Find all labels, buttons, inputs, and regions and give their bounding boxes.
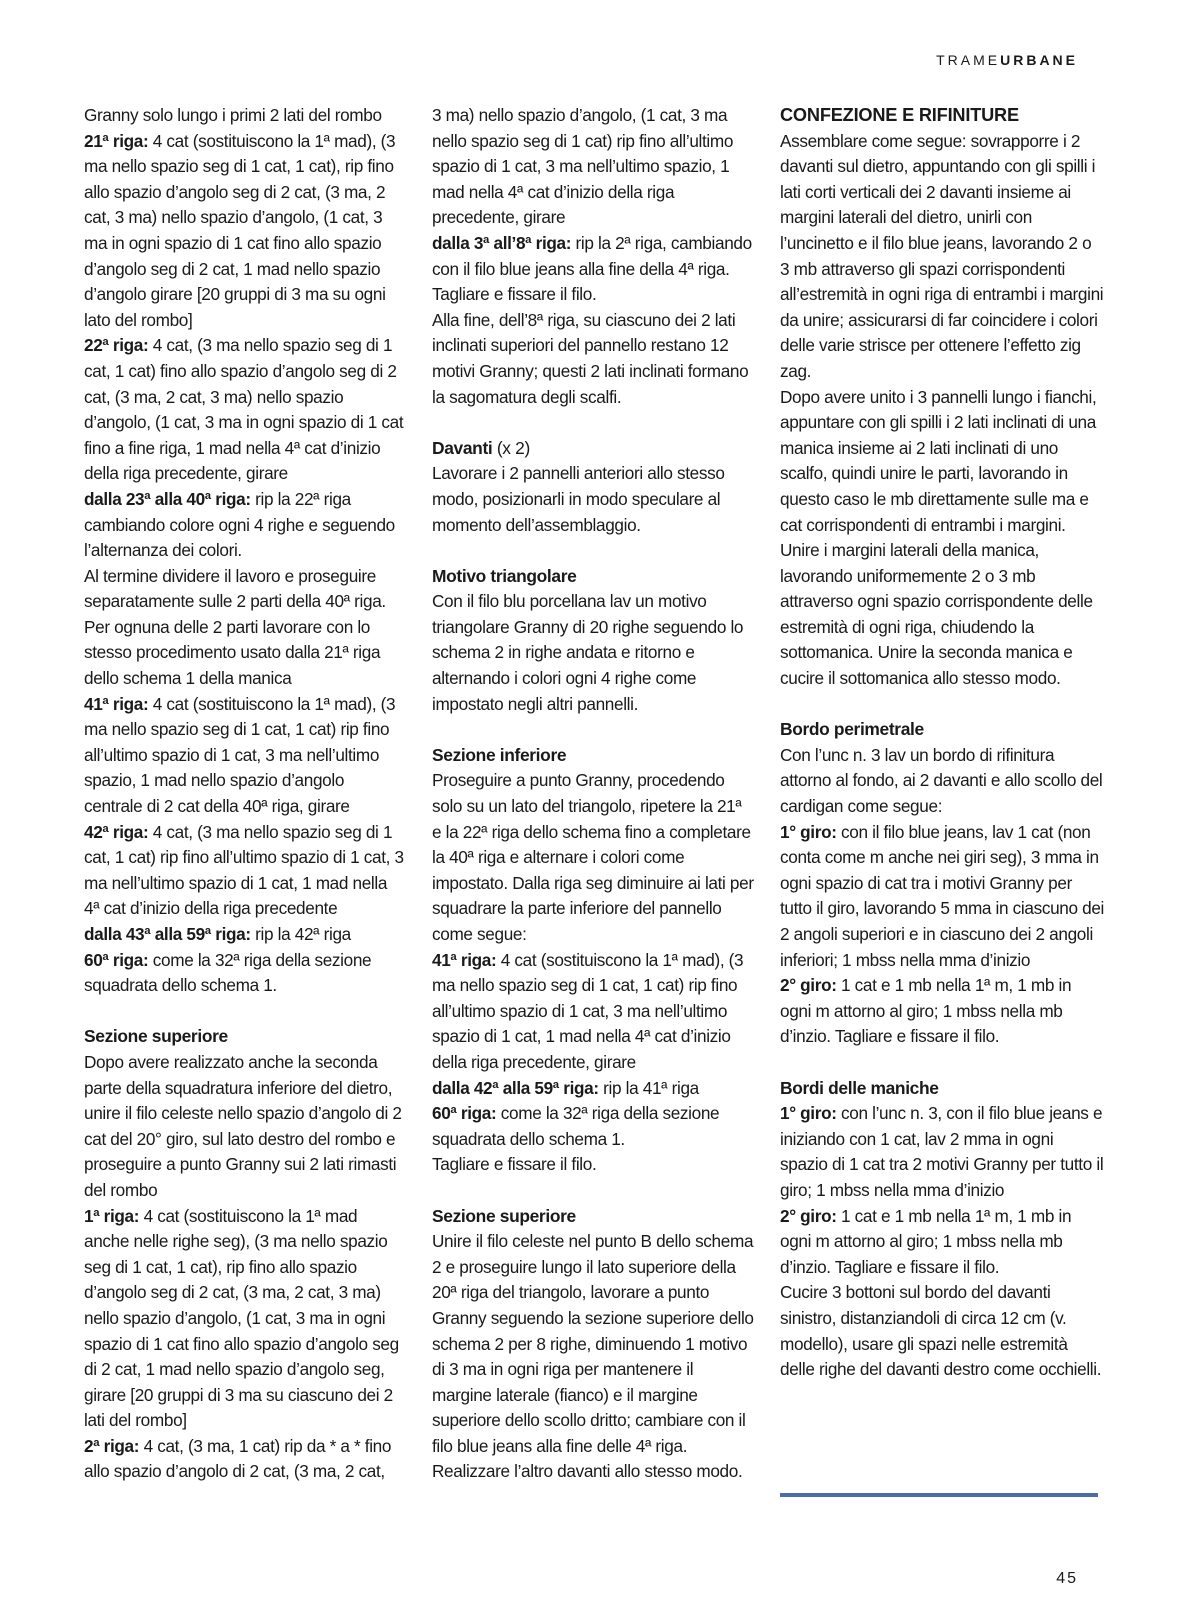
row-label: 2ª riga: — [84, 1435, 140, 1456]
row-label: 1° giro: — [780, 821, 837, 842]
row-label: 41ª riga: — [84, 693, 149, 714]
row-label: 41ª riga: — [432, 949, 497, 970]
paragraph-text: rip la 42ª riga — [250, 924, 351, 944]
instruction-paragraph — [84, 922, 406, 948]
paragraph-text: con il filo blue jeans, lav 1 cat (non conta come m anche nei giri seg), 3 mma in ogni spazio di cat tra i motivi Granny per tutto il giro, lavorando 5 mma in ciascuno dei 2 angoli superiori e in ciascuno dei 2 angoli inferiori; 1 mbss nella mma d’inizio — [780, 821, 1105, 970]
row-label: 1° giro: — [780, 1103, 837, 1124]
body-paragraph: 3 ma) nello spazio d’angolo, (1 cat, 3 ma nello spazio seg di 1 cat) rip fino all’ultimo spazio di 1 cat, 3 ma nell’ultimo spazio, 1 mad nella 4ª cat d’inizio della riga precedente, girare — [432, 105, 734, 228]
paragraph-text: 4 cat (sostituiscono la 1ª mad), (3 ma nello spazio seg di 1 cat, 1 cat) rip fino all’ultimo spazio di 1 cat, 3 ma nell’ultimo spazio di 1 cat, 1 mad nella 4ª cat d’inizio della riga precedente, girare — [432, 949, 744, 1072]
row-label: Davanti — [432, 437, 493, 458]
body-paragraph: Con l’unc n. 3 lav un bordo di rifinitura attorno al fondo, ai 2 davanti e allo scollo del cardigan come segue: — [780, 744, 1103, 817]
paragraph-gap — [84, 999, 406, 1025]
row-label: 60ª riga: — [432, 1103, 497, 1124]
instruction-paragraph — [432, 1101, 754, 1152]
instruction-paragraph — [84, 820, 406, 922]
section-heading: Sezione inferiore — [432, 744, 567, 765]
paragraph-text: come la 32ª riga della sezione squadrata dello schema 1. — [432, 1103, 720, 1149]
paragraph-text: 1 cat e 1 mb nella 1ª m, 1 mb in ogni m attorno al giro; 1 mbss nella mb d’inzio. Tagliare e fissare il filo. — [780, 1205, 1072, 1277]
paragraph-gap — [432, 538, 754, 564]
row-label: 1ª riga: — [84, 1205, 140, 1226]
paragraph-gap — [780, 1050, 1104, 1076]
text-column-1 — [84, 103, 406, 1485]
body-paragraph: Unire i margini laterali della manica, lavorando uniformemente 2 o 3 mb attraverso ogni spazio corrispondente delle estremità di ogni riga, chiudendo la sottomanica. Unire la seconda manica e cucire il sottomanica allo stesso modo. — [780, 540, 1093, 689]
paragraph-gap — [780, 692, 1104, 718]
row-label: 2° giro: — [780, 975, 837, 996]
instruction-paragraph — [780, 1204, 1104, 1281]
body-paragraph: Assemblare come segue: sovrapporre i 2 davanti sul dietro, appuntando con gli spilli i lati corti verticali dei 2 davanti insieme ai margini laterali del dietro, unirli con l’uncinetto e il filo blue jeans, lavorando 2 o 3 mb attraverso gli spazi corrispondenti all’estremità in ogni riga di entrambi i margini da unire; assicurarsi di far coincidere i colori delle varie strisce per ottenere l’effetto zig zag. — [780, 130, 1104, 381]
paragraph-text: rip la 22ª riga cambiando colore ogni 4 righe e seguendo l’alternanza dei colori. — [84, 488, 395, 561]
body-paragraph: Dopo avere realizzato anche la seconda parte della squadratura inferiore del dietro, unire il filo celeste nello spazio d’angolo di 2 cat del 20° giro, sul lato destro del rombo e proseguire a punto Granny sui 2 lati rimasti del rombo — [84, 1051, 402, 1200]
section-heading — [432, 436, 754, 462]
body-paragraph: Dopo avere unito i 3 pannelli lungo i fianchi, appuntare con gli spilli i 2 lati inclinati di una manica insieme ai 2 lati inclinati di uno scalfo, quindi unire le parti, lavorando in questo caso le mb direttamente sulle ma e cat corrispondenti di entrambi i margini. — [780, 386, 1097, 535]
body-paragraph: Al termine dividere il lavoro e proseguire separatamente sulle 2 parti della 40ª riga. Per ognuna delle 2 parti lavorare con lo stesso procedimento usato dalla 21ª riga dello schema 1 della manica — [84, 565, 386, 689]
paragraph-gap — [432, 717, 754, 743]
row-label: 22ª riga: — [84, 335, 149, 356]
instruction-paragraph — [84, 487, 406, 564]
instruction-paragraph — [780, 973, 1104, 1050]
brand-light: TRAME — [936, 52, 1001, 68]
section-heading: Sezione superiore — [84, 1026, 228, 1047]
paragraph-text: 4 cat (sostituiscono la 1ª mad anche nelle righe seg), (3 ma nello spazio seg di 1 cat, 1 cat), rip fino allo spazio d’angolo seg di 2 cat, (3 ma, 2 cat, 3 ma) nello spazio d’angolo, (1 cat, 3 ma in ogni spazio di 1 cat fino allo spazio d’angolo seg di 2 cat, 1 mad nello spazio d’angolo seg, girare [20 gruppi di 3 ma su ciascuno dei 2 lati del rombo] — [84, 1205, 399, 1431]
text-column-2 — [432, 103, 754, 1485]
paragraph-gap — [432, 1178, 754, 1204]
row-label: 2° giro: — [780, 1205, 837, 1226]
paragraph-text: rip la 2ª riga, cambiando con il filo blue jeans alla fine della 4ª riga. Tagliare e fissare il filo. — [432, 232, 752, 305]
paragraph-text: 4 cat (sostituiscono la 1ª mad), (3 ma nello spazio seg di 1 cat, 1 cat) rip fino all’ultimo spazio di 1 cat, 3 ma nell’ultimo spazio, 1 mad nello spazio d’angolo centrale di 2 cat della 40ª riga, girare — [84, 693, 396, 817]
section-heading: Sezione superiore — [432, 1205, 576, 1226]
body-paragraph: Granny solo lungo i primi 2 lati del rombo — [84, 105, 382, 125]
paragraph-text: 4 cat, (3 ma, 1 cat) rip da * a * fino allo spazio d’angolo di 2 cat, (3 ma, 2 cat, — [84, 1435, 392, 1482]
instruction-paragraph — [432, 231, 754, 308]
section-heading: CONFEZIONE E RIFINITURE — [780, 105, 1019, 125]
instruction-paragraph — [432, 1076, 754, 1102]
instruction-paragraph — [84, 948, 406, 999]
body-paragraph: Proseguire a punto Granny, procedendo solo su un lato del triangolo, ripetere la 21ª e la 22ª riga dello schema fino a completare la 40ª riga e alternare i colori come impostato. Dalla riga seg diminuire ai lati per squadrare la parte inferiore del pannello come segue: — [432, 770, 754, 944]
body-paragraph: Con il filo blu porcellana lav un motivo triangolare Granny di 20 righe seguendo lo schema 2 in righe andata e ritorno e alternando i colori ogni 4 righe come impostato negli altri pannelli. — [432, 591, 744, 714]
paragraph-text: 1 cat e 1 mb nella 1ª m, 1 mb in ogni m attorno al giro; 1 mbss nella mb d’inzio. Tagliare e fissare il filo. — [780, 975, 1072, 1047]
paragraph-text: rip la 41ª riga — [598, 1077, 699, 1098]
instruction-paragraph — [780, 1101, 1104, 1203]
instruction-paragraph — [84, 1434, 406, 1485]
instruction-paragraph — [84, 1204, 406, 1434]
page-number: 45 — [1056, 1570, 1078, 1587]
row-label: dalla 43ª alla 59ª riga: — [84, 924, 251, 944]
row-label: 60ª riga: — [84, 949, 149, 970]
instruction-paragraph — [84, 129, 406, 334]
row-label: 21ª riga: — [84, 130, 149, 151]
paragraph-text: 4 cat, (3 ma nello spazio seg di 1 cat, 1 cat) rip fino all’ultimo spazio di 1 cat, 3 ma nell’ultimo spazio di 1 cat, 1 mad nella 4ª cat d’inizio della riga precedente — [84, 821, 404, 919]
instruction-paragraph — [84, 692, 406, 820]
paragraph-text: con l’unc n. 3, con il filo blue jeans e iniziando con 1 cat, lav 2 mma in ogni spazio di 1 cat tra 2 motivi Granny per tutto il giro; 1 mbss nella mma d’inizio — [780, 1103, 1104, 1200]
body-paragraph: Tagliare e fissare il filo. — [432, 1154, 597, 1175]
row-label: dalla 23ª alla 40ª riga: — [84, 488, 251, 509]
row-label: dalla 3ª all’8ª riga: — [432, 232, 572, 253]
paragraph-text: 4 cat, (3 ma nello spazio seg di 1 cat, 1 cat) fino allo spazio d’angolo seg di 2 cat, (3 ma, 2 cat, 3 ma) nello spazio d’angolo, (1 cat, 3 ma in ogni spazio di 1 cat fino a fine riga, 1 mad nella 4ª cat d’inizio della riga precedente, girare — [84, 335, 404, 484]
body-paragraph: Unire il filo celeste nel punto B dello schema 2 e proseguire lungo il lato superiore della 20ª riga del triangolo, lavorare a punto Granny seguendo la sezione superiore dello schema 2 per 8 righe, diminuendo 1 motivo di 3 ma in ogni riga per mantenere il margine laterale (fianco) e il margine superiore dello scollo dritto; cambiare con il filo blue jeans alla fine delle 4ª riga. Realizzare l’altro davanti allo stesso modo. — [432, 1231, 754, 1482]
paragraph-text: 4 cat (sostituiscono la 1ª mad), (3 ma nello spazio seg di 1 cat, 1 cat), rip fino allo spazio d’angolo seg di 2 cat, (3 ma, 2 cat, 3 ma) nello spazio d’angolo, (1 cat, 3 ma in ogni spazio di 1 cat fino allo spazio d’angolo seg di 2 cat, 1 mad nello spazio d’angolo girare [20 gruppi di 3 ma su ogni lato del rombo] — [84, 130, 396, 330]
paragraph-text: come la 32ª riga della sezione squadrata dello schema 1. — [84, 949, 372, 996]
instruction-paragraph — [780, 820, 1104, 974]
text-column-3 — [780, 103, 1104, 1383]
section-heading: Bordi delle maniche — [780, 1077, 939, 1098]
body-paragraph: Lavorare i 2 pannelli anteriori allo stesso modo, posizionarli in modo speculare al momento dell’assemblaggio. — [432, 463, 725, 535]
brand-bold: URBANE — [1000, 52, 1078, 68]
magazine-header — [936, 52, 1078, 68]
instruction-paragraph — [84, 333, 406, 487]
section-heading: Motivo triangolare — [432, 565, 577, 586]
section-heading: Bordo perimetrale — [780, 719, 924, 740]
end-rule — [780, 1493, 1098, 1497]
row-label: dalla 42ª alla 59ª riga: — [432, 1077, 599, 1098]
body-paragraph: Cucire 3 bottoni sul bordo del davanti sinistro, distanziandoli di circa 12 cm (v. modello), usare gli spazi nelle estremità delle righe del davanti destro come occhielli. — [780, 1282, 1102, 1380]
instruction-paragraph — [432, 948, 754, 1076]
paragraph-text: (x 2) — [492, 437, 530, 458]
paragraph-gap — [432, 410, 754, 436]
row-label: 42ª riga: — [84, 821, 149, 842]
body-paragraph: Alla fine, dell’8ª riga, su ciascuno dei 2 lati inclinati superiori del pannello restano 12 motivi Granny; questi 2 lati inclinati formano la sagomatura degli scalfi. — [432, 309, 749, 407]
